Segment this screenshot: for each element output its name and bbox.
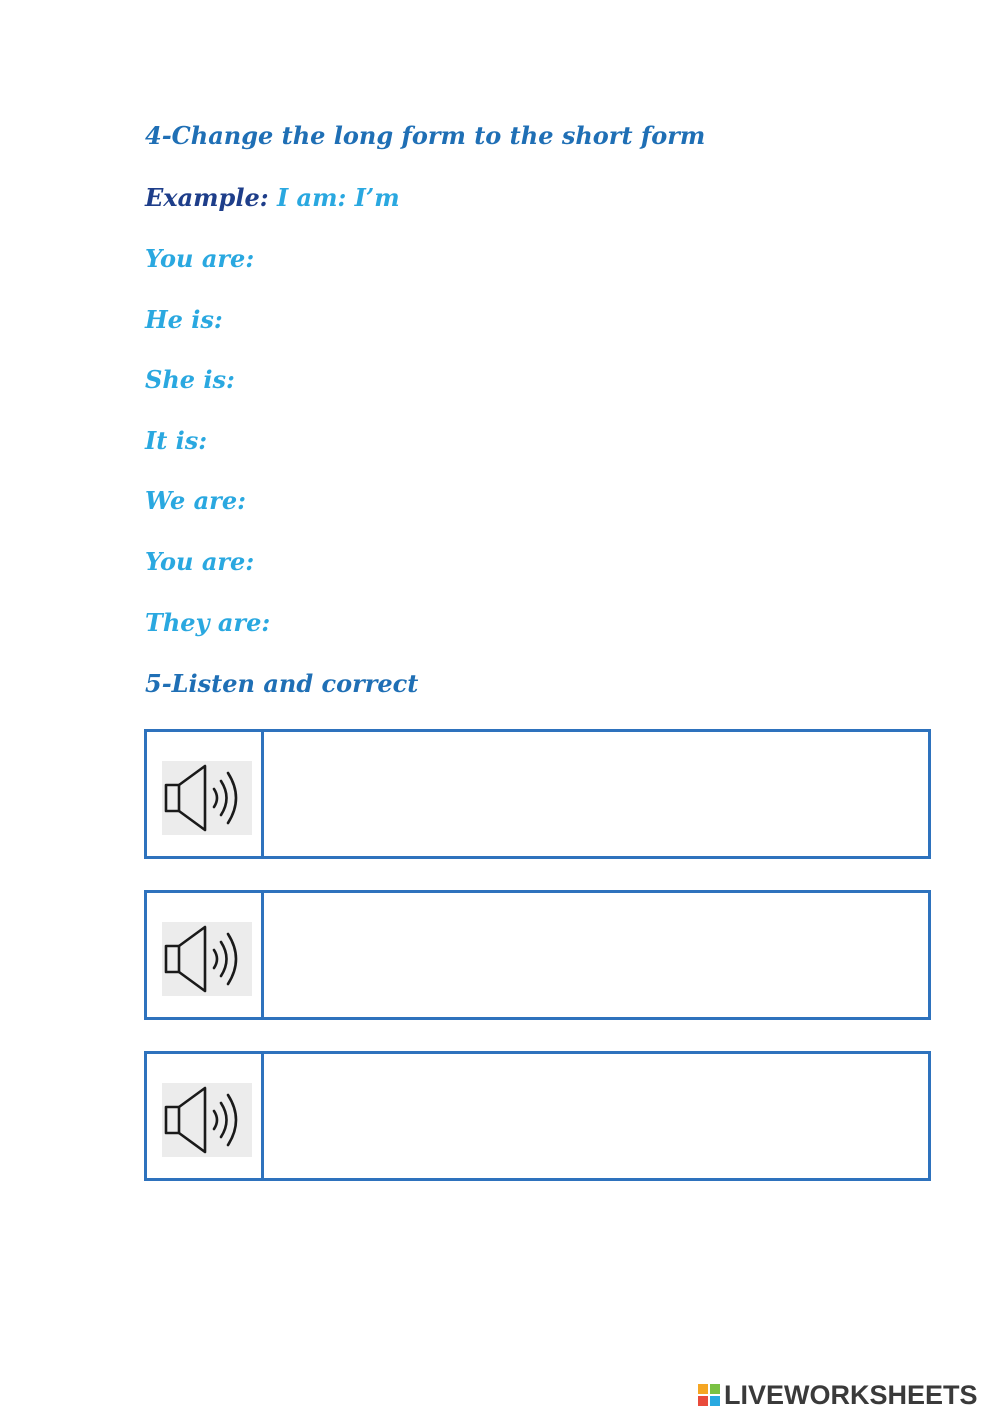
exercise-5-title: 5-Listen and correct bbox=[145, 669, 419, 698]
speaker-icon[interactable] bbox=[162, 922, 252, 996]
answer-area[interactable] bbox=[264, 893, 928, 1017]
prompt-he-is: He is: bbox=[145, 305, 223, 334]
logo-mark-icon bbox=[698, 1384, 720, 1406]
logo-square bbox=[710, 1384, 720, 1394]
prompt-it-is: It is: bbox=[145, 426, 208, 455]
liveworksheets-logo bbox=[698, 1380, 978, 1410]
prompt-they-are: They are: bbox=[145, 608, 271, 637]
audio-cell bbox=[147, 893, 264, 1017]
audio-cell bbox=[147, 1054, 264, 1178]
example-value: I am: I’m bbox=[276, 183, 400, 212]
speaker-icon[interactable] bbox=[162, 761, 252, 835]
prompt-you-are-2: You are: bbox=[145, 547, 255, 576]
answer-area[interactable] bbox=[264, 732, 928, 856]
prompt-you-are-1: You are: bbox=[145, 244, 255, 273]
logo-square bbox=[698, 1396, 708, 1406]
listen-item-2 bbox=[144, 890, 931, 1020]
listen-item-1 bbox=[144, 729, 931, 859]
example-label: Example: bbox=[145, 183, 269, 212]
example-line bbox=[145, 183, 400, 212]
speaker-icon[interactable] bbox=[162, 1083, 252, 1157]
prompt-we-are: We are: bbox=[145, 486, 246, 515]
logo-square bbox=[710, 1396, 720, 1406]
audio-cell bbox=[147, 732, 264, 856]
exercise-4-title: 4-Change the long form to the short form bbox=[145, 121, 706, 150]
logo-square bbox=[698, 1384, 708, 1394]
answer-area[interactable] bbox=[264, 1054, 928, 1178]
logo-text: LIVEWORKSHEETS bbox=[724, 1379, 978, 1410]
listen-item-3 bbox=[144, 1051, 931, 1181]
prompt-she-is: She is: bbox=[145, 365, 235, 394]
